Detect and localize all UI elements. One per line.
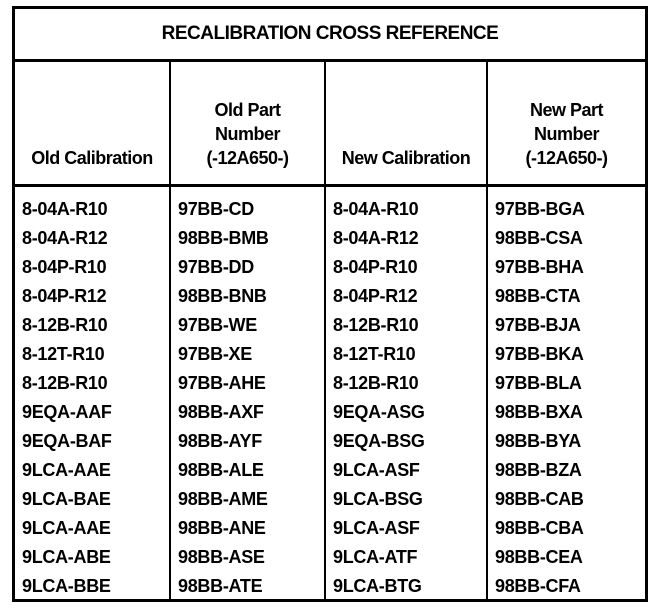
old-calibration-cell: 9LCA-BAE <box>15 485 170 514</box>
table-body <box>15 186 645 602</box>
new-calibration-cell: 8-12B-R10 <box>325 311 487 340</box>
old-part-number-cell: 97BB-DD <box>170 253 325 282</box>
new-part-number-cell: 98BB-BZA <box>495 460 582 480</box>
new-part-number-cell: 97BB-BKA <box>495 344 584 364</box>
cross-reference-table <box>15 62 645 601</box>
old-part-number-cell: 97BB-AHE <box>170 369 325 398</box>
header-line: (-12A650-) <box>525 148 608 168</box>
new-calibration-cell: 8-04A-R12 <box>325 224 487 253</box>
new-calibration-cell: 8-12T-R10 <box>325 340 487 369</box>
new-part-number-cell: 98BB-CSA <box>495 228 583 248</box>
header-old-part-number <box>170 62 325 186</box>
new-part-number-cell: 98BB-CAB <box>495 489 584 509</box>
old-part-number-cell: 98BB-AXF <box>170 398 325 427</box>
header-line: Old Calibration <box>31 148 153 168</box>
new-part-number-cell: 97BB-BLA <box>495 373 582 393</box>
new-calibration-cell: 9LCA-ASF <box>325 456 487 485</box>
table-row <box>15 427 645 456</box>
old-part-number-cell: 98BB-ATE <box>170 572 325 601</box>
table-row <box>15 340 645 369</box>
table-row <box>15 485 645 514</box>
new-part-number-cell: 98BB-CEA <box>495 547 583 567</box>
header-line: Number <box>214 124 280 144</box>
old-calibration-cell: 9LCA-BBE <box>15 572 170 601</box>
old-part-number-cell: 97BB-CD <box>170 186 325 225</box>
table-row <box>15 572 645 601</box>
old-part-number-cell: 97BB-XE <box>170 340 325 369</box>
old-part-number-cell: 98BB-BMB <box>170 224 325 253</box>
new-part-number-cell: 97BB-BGA <box>495 199 585 219</box>
header-line: New Part <box>529 100 604 120</box>
new-calibration-cell: 8-12B-R10 <box>325 369 487 398</box>
new-part-number-cell: 98BB-BYA <box>495 431 581 451</box>
new-calibration-cell: 9LCA-ATF <box>325 543 487 572</box>
old-part-number-cell: 98BB-ANE <box>170 514 325 543</box>
table-row <box>15 253 645 282</box>
old-part-number-cell: 98BB-ALE <box>170 456 325 485</box>
new-calibration-cell: 8-04P-R10 <box>325 253 487 282</box>
new-part-number-cell: 98BB-CTA <box>495 286 581 306</box>
old-part-number-cell: 97BB-WE <box>170 311 325 340</box>
table-row <box>15 369 645 398</box>
old-calibration-cell: 8-12B-R10 <box>15 369 170 398</box>
old-part-number-cell: 98BB-AME <box>170 485 325 514</box>
table-row <box>15 224 645 253</box>
header-new-calibration <box>325 62 487 186</box>
old-calibration-cell: 8-04A-R10 <box>15 186 170 225</box>
cross-reference-table-frame <box>12 6 648 602</box>
old-calibration-cell: 8-12T-R10 <box>15 340 170 369</box>
old-part-number-cell: 98BB-BNB <box>170 282 325 311</box>
old-calibration-cell: 9EQA-BAF <box>15 427 170 456</box>
new-calibration-cell: 9EQA-BSG <box>325 427 487 456</box>
new-part-number-cell: 98BB-BXA <box>495 402 583 422</box>
table-row <box>15 514 645 543</box>
header-line: Old Part <box>214 100 281 120</box>
old-calibration-cell: 9LCA-AAE <box>15 514 170 543</box>
table-row <box>15 282 645 311</box>
table-row <box>15 456 645 485</box>
table-title: RECALIBRATION CROSS REFERENCE <box>15 9 645 62</box>
old-calibration-cell: 8-04P-R12 <box>15 282 170 311</box>
header-old-calibration <box>15 62 170 186</box>
header-line: Number <box>533 124 599 144</box>
new-part-number-cell: 98BB-CFA <box>495 576 581 596</box>
new-part-number-cell: 97BB-BHA <box>495 257 584 277</box>
old-part-number-cell: 98BB-ASE <box>170 543 325 572</box>
new-calibration-cell: 9LCA-BTG <box>325 572 487 601</box>
table-row <box>15 311 645 340</box>
old-calibration-cell: 8-04A-R12 <box>15 224 170 253</box>
table-row <box>15 398 645 427</box>
old-part-number-cell: 98BB-AYF <box>170 427 325 456</box>
old-calibration-cell: 8-12B-R10 <box>15 311 170 340</box>
new-calibration-cell: 8-04P-R12 <box>325 282 487 311</box>
table-row <box>15 543 645 572</box>
new-calibration-cell: 9LCA-ASF <box>325 514 487 543</box>
header-line: New Calibration <box>341 148 471 168</box>
old-calibration-cell: 8-04P-R10 <box>15 253 170 282</box>
old-calibration-cell: 9LCA-AAE <box>15 456 170 485</box>
header-row <box>15 62 645 186</box>
old-calibration-cell: 9EQA-AAF <box>15 398 170 427</box>
table-row <box>15 186 645 225</box>
new-part-number-cell: 97BB-BJA <box>495 315 581 335</box>
header-line: (-12A650-) <box>206 148 289 168</box>
header-new-part-number <box>487 62 645 186</box>
old-calibration-cell: 9LCA-ABE <box>15 543 170 572</box>
new-calibration-cell: 9EQA-ASG <box>325 398 487 427</box>
new-calibration-cell: 9LCA-BSG <box>325 485 487 514</box>
new-part-number-cell: 98BB-CBA <box>495 518 584 538</box>
new-calibration-cell: 8-04A-R10 <box>325 186 487 225</box>
